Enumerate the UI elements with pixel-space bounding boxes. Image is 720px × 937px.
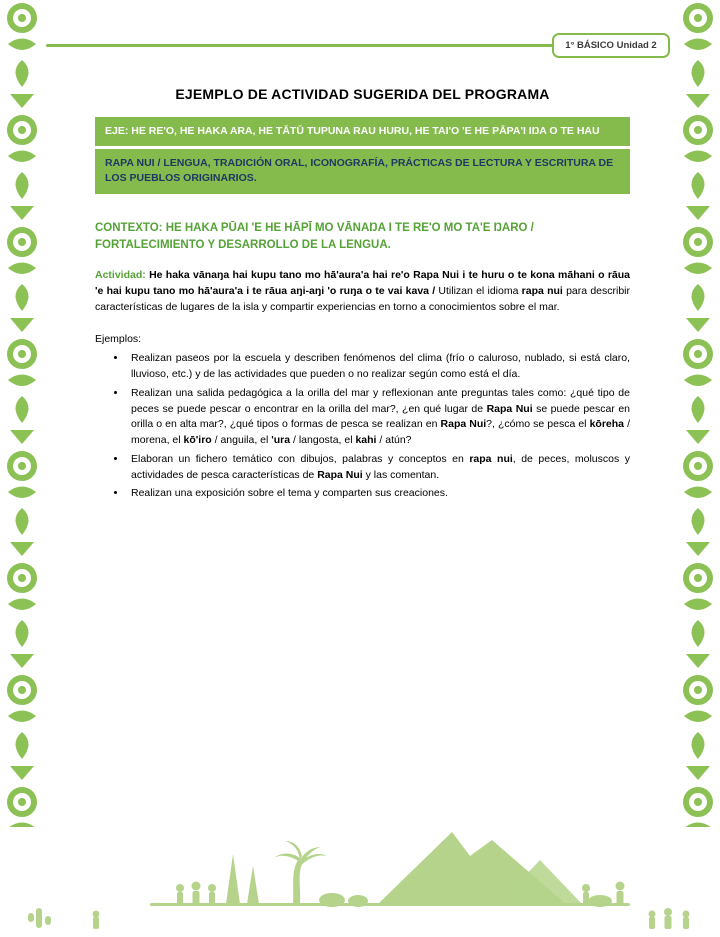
text-segment: rapa nui <box>469 452 513 465</box>
text-segment: kōreha <box>589 418 625 431</box>
text-segment: kahi <box>355 434 377 447</box>
text-segment: rapa nui <box>521 284 563 297</box>
ejemplos-label: Ejemplos: <box>95 333 142 346</box>
landscape-silhouette-icon <box>0 822 720 932</box>
text-segment: para describir características de lugares de la isla y compartir experiencias en torno a conocimientos sobre el mar. <box>95 284 630 313</box>
text-segment: / anguila, el <box>211 434 272 447</box>
text-segment: / atún? <box>376 434 412 447</box>
text-segment: , de peces, moluscos y actividades de pesca características de <box>131 452 630 481</box>
example-item <box>127 486 630 502</box>
contexto-heading: CONTEXTO: HE HAKA PŪAI 'E HE HĀPĪ MO VĀNAŊA I TE RE'O MO TA'E ŊARO / FORTALECIMIENTO Y DESARROLLO DE LA LENGUA. <box>95 221 534 251</box>
eje-rapanui-text: EJE: HE RE'O, HE HAKA ARA, HE TĀTŪ TUPUNA RAU HURU, HE TAI'O 'E HE PĀPA'I IŊA O TE HAU <box>95 117 630 146</box>
text-segment: Realizan una exposición sobre el tema y comparten sus creaciones. <box>131 487 448 500</box>
actividad-text <box>95 269 630 313</box>
tribal-pattern-icon <box>675 0 720 827</box>
actividad-label: Actividad: <box>95 269 150 282</box>
text-segment: se puede pescar en orilla o en alta mar?, ¿qué tipos o formas de pesca se realizan en <box>131 402 630 431</box>
text-segment: Elaboran un fichero temático con dibujos, palabras y conceptos en <box>131 452 470 465</box>
text-segment: 'ura <box>271 434 291 447</box>
text-segment: Realizan una salida pedagógica a la orilla del mar y reflexionan ante preguntas tales como: ¿qué tipo de peces se puede pescar o encontrar en la orilla del mar?, ¿en qué lugar de <box>131 386 630 415</box>
examples-list <box>95 351 630 502</box>
example-item <box>127 452 630 484</box>
tribal-pattern-icon <box>0 0 45 827</box>
left-decorative-border <box>0 0 45 827</box>
unit-badge-label: 1° BÁSICO Unidad 2 <box>565 40 657 51</box>
text-segment: / langosta, el <box>290 434 356 447</box>
text-segment: kō'iro <box>183 434 212 447</box>
eje-box <box>95 117 630 194</box>
right-decorative-border <box>675 0 720 827</box>
actividad-paragraph <box>95 268 630 315</box>
text-segment: y las comentan. <box>362 468 440 481</box>
bottom-landscape-art <box>0 822 720 932</box>
text-segment: Realizan paseos por la escuela y describen fenómenos del clima (frío o caluroso, nublado, si está claro, lluvioso, etc.) y de las actividades que pueden o no realizar según como está el día. <box>131 352 630 381</box>
text-segment: Rapa Nui <box>440 418 487 431</box>
text-segment: Rapa Nui <box>317 468 363 481</box>
text-segment: He haka vānaŋa hai kupu tano mo hā'aura'a hai re'o Rapa Nui i te huru o te kona māhani o rāua 'e hai kupu tano mo hā'aura'a i te rāua aŋi-aŋi 'o ruŋa o te vai kava / <box>95 269 630 297</box>
example-item <box>127 351 630 383</box>
text-segment: Rapa Nui <box>486 402 533 415</box>
text-segment: / morena, el <box>131 418 630 447</box>
example-item <box>127 386 630 449</box>
document-content <box>95 86 630 505</box>
unit-badge <box>552 33 670 58</box>
text-segment: Utilizan el idioma <box>438 284 522 297</box>
text-segment: ?, ¿cómo se pesca el <box>486 418 590 431</box>
eje-subject-text: RAPA NUI / LENGUA, TRADICIÓN ORAL, ICONOGRAFÍA, PRÁCTICAS DE LECTURA Y ESCRITURA DE LOS PUEBLOS ORIGINARIOS. <box>95 149 630 193</box>
page-title: EJEMPLO DE ACTIVIDAD SUGERIDA DEL PROGRAMA <box>175 86 550 102</box>
